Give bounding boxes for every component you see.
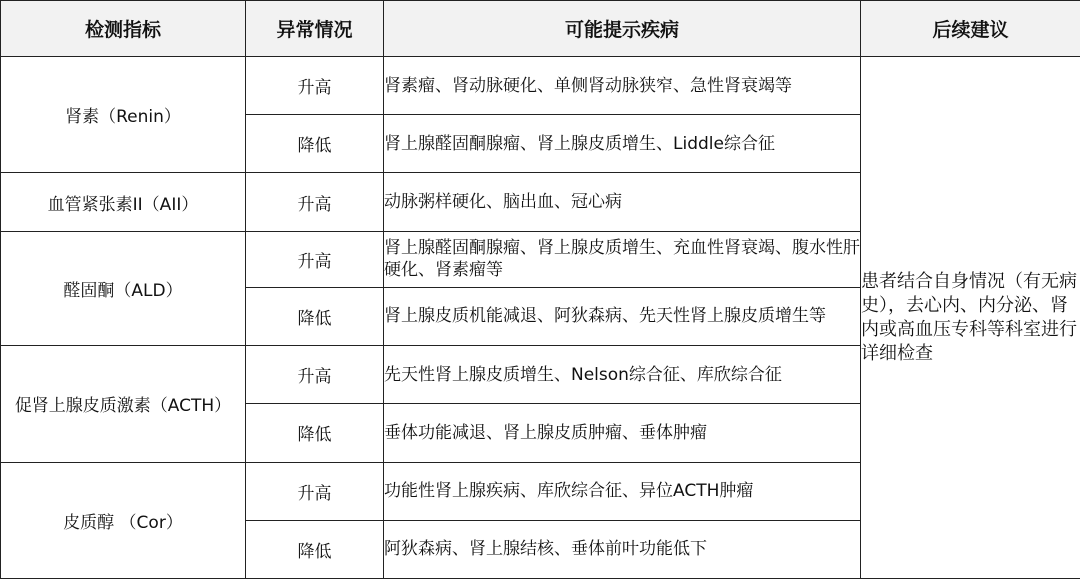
situation-cell: 降低 [246, 115, 384, 173]
disease-cell: 阿狄森病、肾上腺结核、垂体前叶功能低下 [384, 520, 861, 578]
indicator-cell: 肾素（Renin） [1, 57, 246, 173]
indicator-cell: 促肾上腺皮质激素（ACTH） [1, 346, 246, 462]
disease-cell: 功能性肾上腺疾病、库欣综合征、异位ACTH肿瘤 [384, 462, 861, 520]
header-row [1, 1, 1080, 57]
header-situation: 异常情况 [246, 1, 384, 57]
indicator-cell: 血管紧张素II（AII） [1, 173, 246, 231]
disease-cell: 垂体功能减退、肾上腺皮质肿瘤、垂体肿瘤 [384, 404, 861, 462]
disease-cell: 肾上腺醛固酮腺瘤、肾上腺皮质增生、Liddle综合征 [384, 115, 861, 173]
disease-cell: 先天性肾上腺皮质增生、Nelson综合征、库欣综合征 [384, 346, 861, 404]
disease-cell: 肾上腺醛固酮腺瘤、肾上腺皮质增生、充血性肾衰竭、腹水性肝硬化、肾素瘤等 [384, 231, 861, 287]
disease-cell: 动脉粥样硬化、脑出血、冠心病 [384, 173, 861, 231]
disease-cell: 肾素瘤、肾动脉硬化、单侧肾动脉狭窄、急性肾衰竭等 [384, 57, 861, 115]
situation-cell: 升高 [246, 173, 384, 231]
situation-cell: 升高 [246, 57, 384, 115]
situation-cell: 降低 [246, 287, 384, 345]
indicator-cell: 皮质醇 （Cor） [1, 462, 246, 578]
table-row [1, 57, 1080, 115]
situation-cell: 降低 [246, 520, 384, 578]
header-indicator: 检测指标 [1, 1, 246, 57]
situation-cell: 升高 [246, 231, 384, 287]
advice-cell: 患者结合自身情况（有无病史），去心内、内分泌、肾内或高血压专科等科室进行详细检查 [861, 57, 1080, 579]
header-disease: 可能提示疾病 [384, 1, 861, 57]
situation-cell: 升高 [246, 462, 384, 520]
disease-cell: 肾上腺皮质机能减退、阿狄森病、先天性肾上腺皮质增生等 [384, 287, 861, 345]
situation-cell: 降低 [246, 404, 384, 462]
situation-cell: 升高 [246, 346, 384, 404]
indicator-cell: 醛固酮（ALD） [1, 231, 246, 345]
header-advice: 后续建议 [861, 1, 1080, 57]
